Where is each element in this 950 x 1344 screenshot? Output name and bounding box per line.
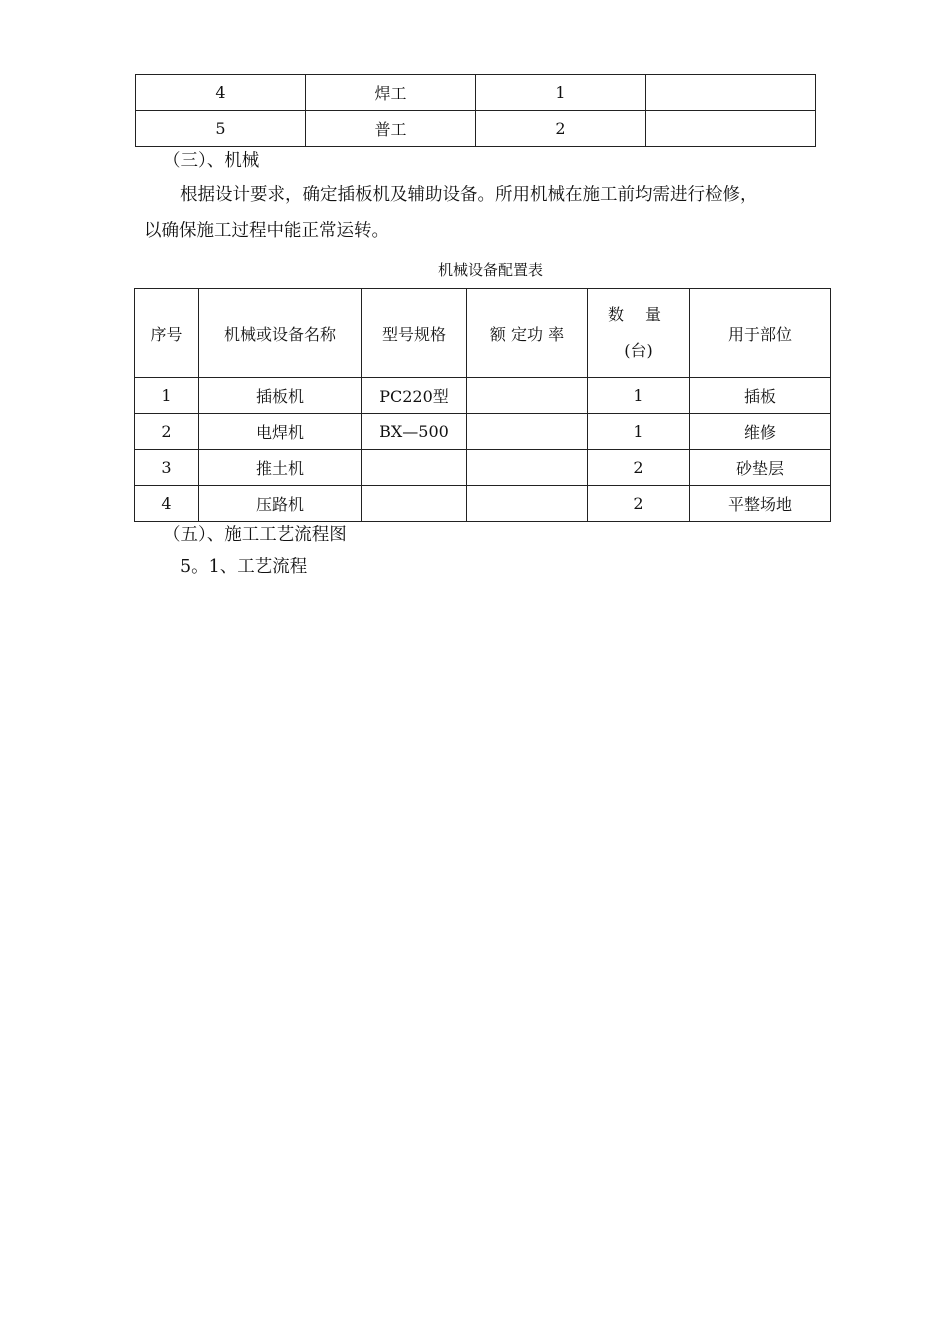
table-cell: 电焊机 [199,414,362,450]
section-heading-machinery: （三）、机械 [163,151,260,171]
table-cell: 砂垫层 [690,450,831,486]
subsection-heading-flow: 5。1、工艺流程 [180,557,308,577]
table-cell: 1 [135,378,199,414]
table-cell: 1 [588,414,690,450]
table-cell: 5 [136,111,306,147]
table-cell: 插板 [690,378,831,414]
table-row [136,111,816,147]
table-cell [467,450,588,486]
header-model: 型号规格 [362,289,467,378]
table-cell: 维修 [690,414,831,450]
table-header-row [135,289,831,378]
table-row [135,378,831,414]
table-row [135,486,831,522]
header-power: 额 定功 率 [467,289,588,378]
header-usage: 用于部位 [690,289,831,378]
table-row [135,450,831,486]
table-cell: 2 [588,486,690,522]
table-cell [467,414,588,450]
table-cell: 平整场地 [690,486,831,522]
table-cell: 插板机 [199,378,362,414]
table-cell [467,486,588,522]
table-cell: 2 [588,450,690,486]
table-cell: BX—500 [362,414,467,450]
table-cell [362,450,467,486]
machine-table [134,288,831,522]
header-qty-line1: 数 量 [607,305,670,324]
table-cell: 1 [588,378,690,414]
table-cell: 4 [136,75,306,111]
header-qty-line2: (台) [624,341,653,360]
table-cell: 1 [476,75,646,111]
labor-table [135,74,816,147]
table-cell: 焊工 [306,75,476,111]
header-seq: 序号 [135,289,199,378]
table-cell: 4 [135,486,199,522]
header-name: 机械或设备名称 [199,289,362,378]
table-row [136,75,816,111]
table-cell: 推土机 [199,450,362,486]
table-cell: 2 [476,111,646,147]
table-cell: 压路机 [199,486,362,522]
table-cell [646,111,816,147]
table-caption: 机械设备配置表 [438,261,544,279]
table-cell: 普工 [306,111,476,147]
table-cell [362,486,467,522]
paragraph-line-1: 根据设计要求，确定插板机及辅助设备。所用机械在施工前均需进行检修， [180,185,758,205]
table-cell [646,75,816,111]
table-cell: 3 [135,450,199,486]
table-cell [467,378,588,414]
table-cell: PC220型 [362,378,467,414]
section-heading-process: （五）、施工工艺流程图 [163,525,347,545]
table-cell: 2 [135,414,199,450]
paragraph-line-2: 以确保施工过程中能正常运转。 [144,221,389,241]
table-row [135,414,831,450]
header-qty [588,289,690,378]
